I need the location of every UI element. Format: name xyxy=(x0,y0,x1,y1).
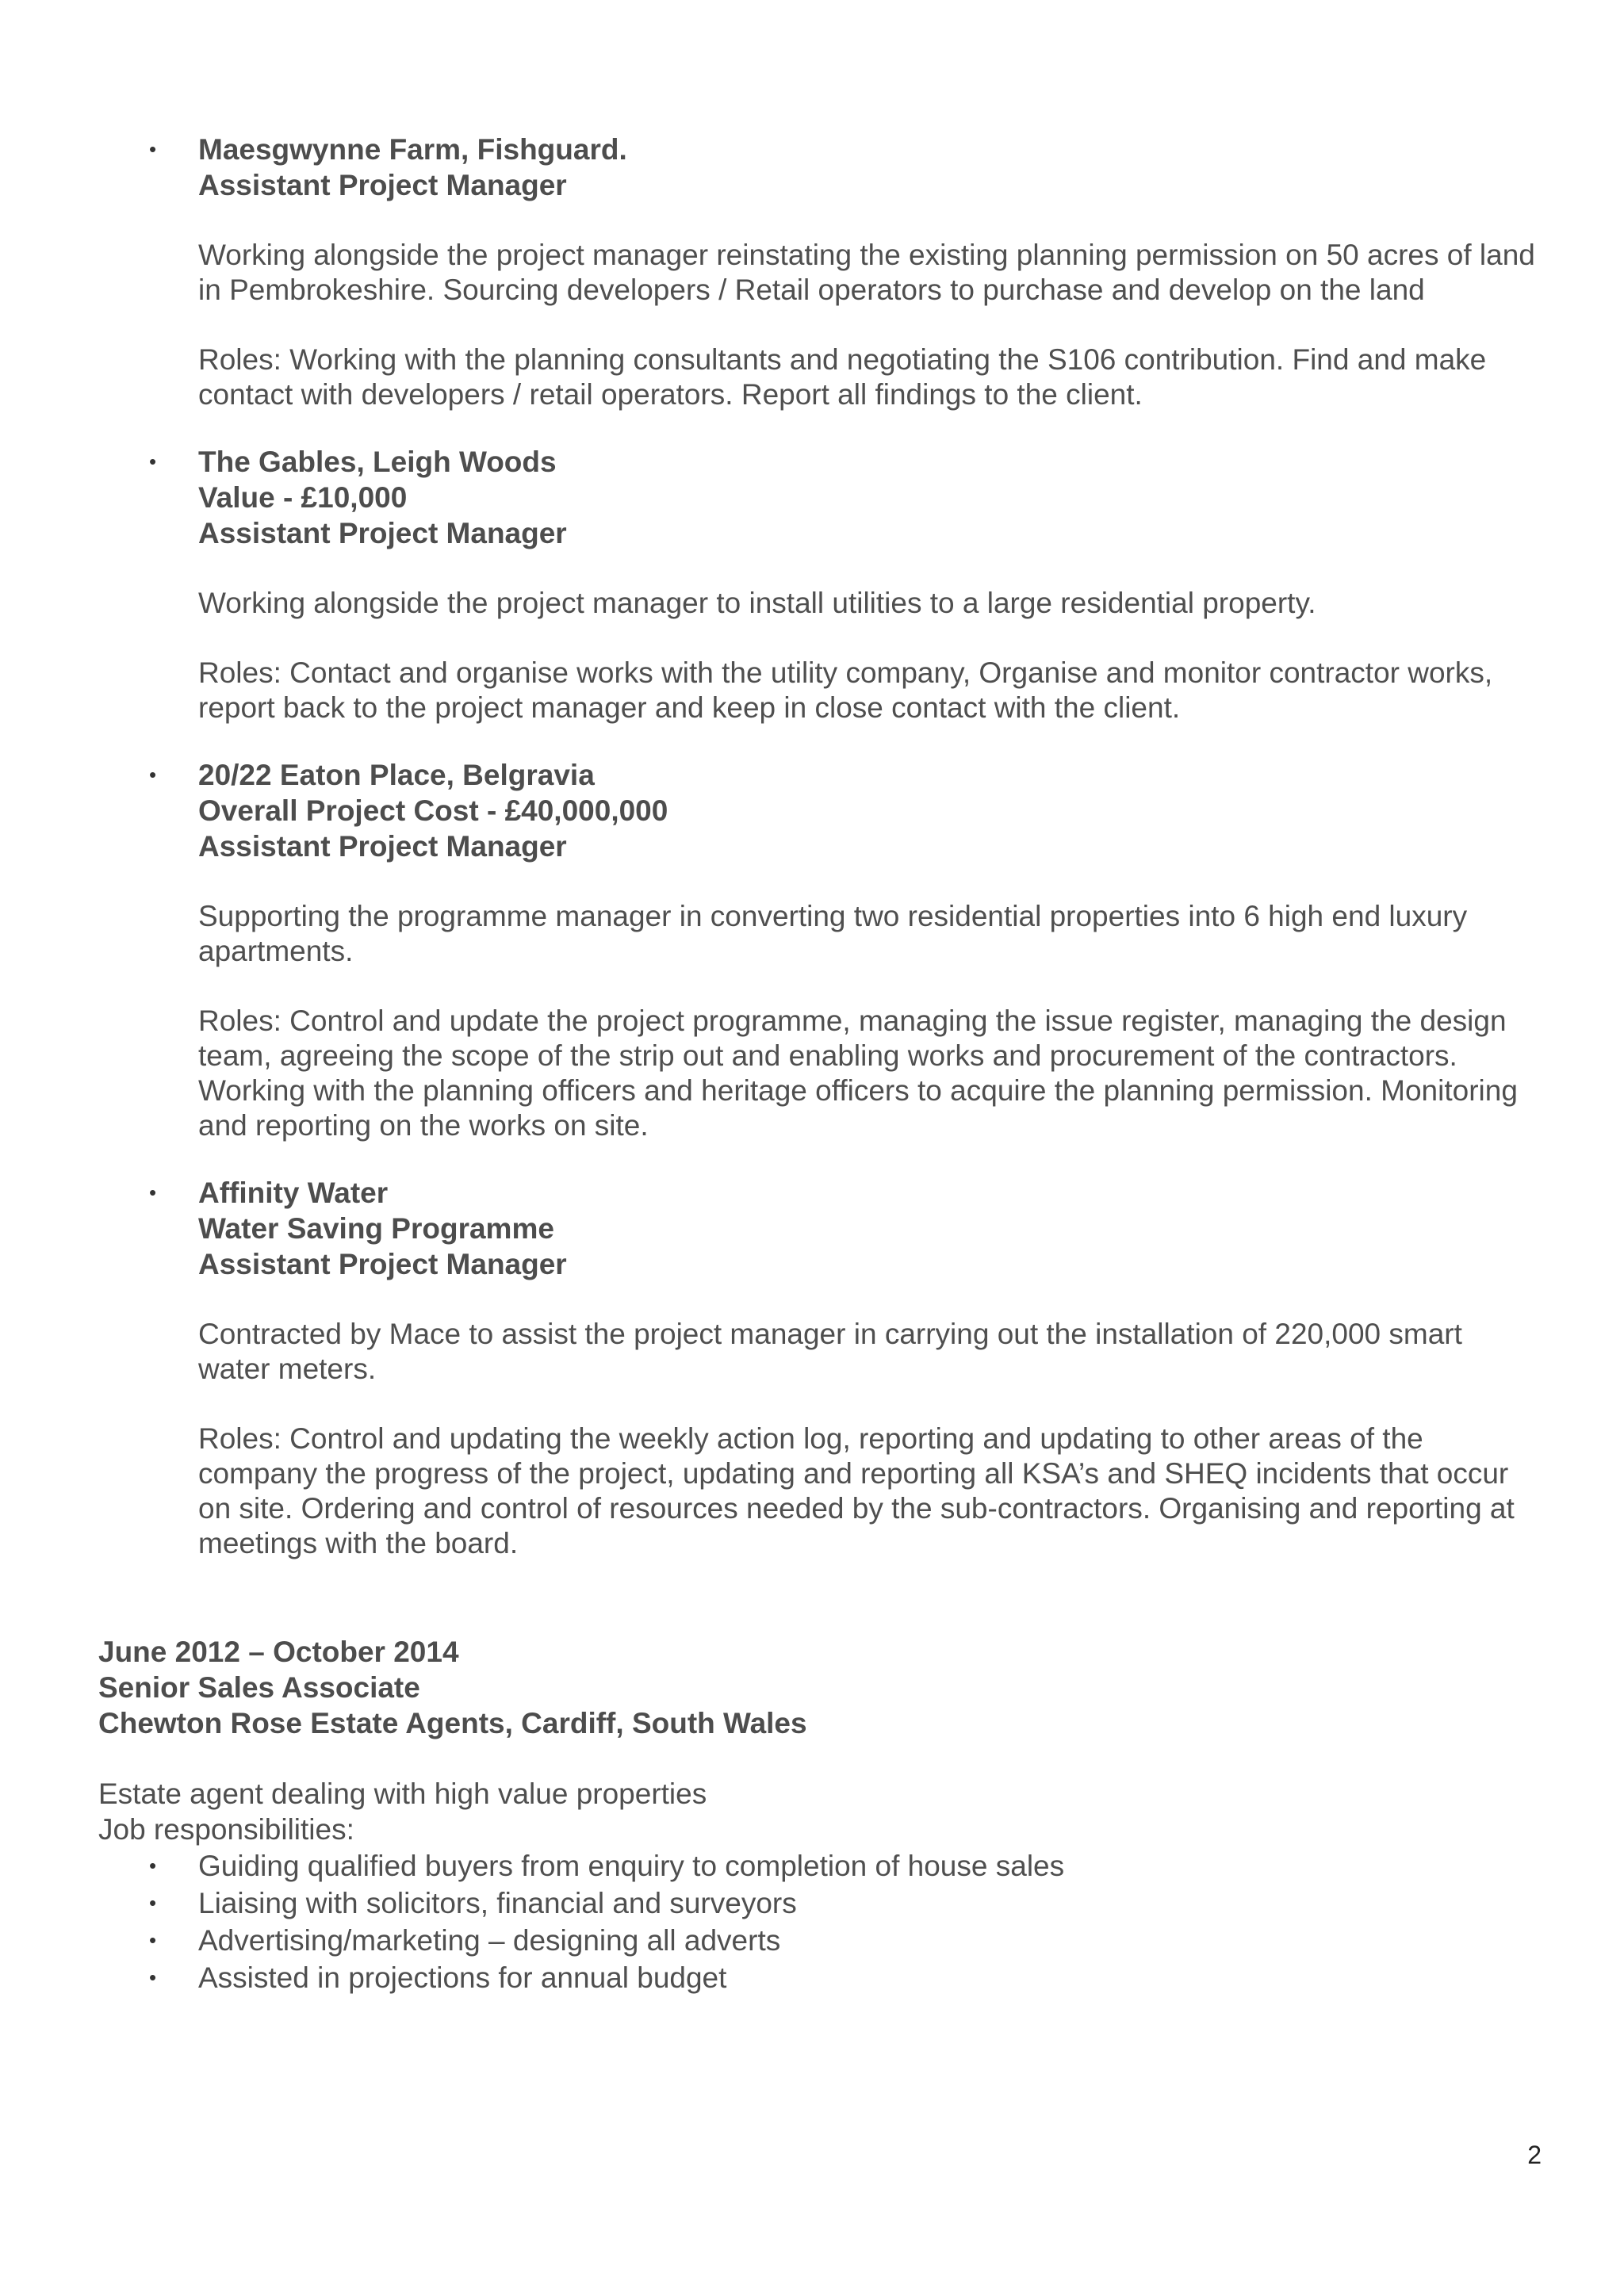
project-roles: Roles: Working with the planning consultants and negotiating the S106 contribution. Find and make contact with developers / retail operators. Report all findings to the client. xyxy=(198,343,1487,411)
project-cost: Overall Project Cost - £40,000,000 xyxy=(198,794,668,827)
project-role: Assistant Project Manager xyxy=(198,830,567,863)
project-roles: Roles: Control and update the project programme, managing the issue register, managing the design team, agreeing the scope of the strip out and enabling works and procurement of the contractors. Working with the planning officers and heritage officers to acquire the planning permission. Monitoring and reporting on the works on site. xyxy=(198,1004,1518,1142)
project-entry xyxy=(98,132,1542,412)
page-content xyxy=(98,132,1542,1996)
bullet-icon: • xyxy=(149,1181,157,1204)
project-roles: Roles: Contact and organise works with the utility company, Organise and monitor contractor works, report back to the project manager and keep in close contact with the client. xyxy=(198,656,1493,724)
job-dates: June 2012 – October 2014 xyxy=(98,1636,459,1668)
job-company: Chewton Rose Estate Agents, Cardiff, South Wales xyxy=(98,1707,807,1739)
page-number: 2 xyxy=(1527,2141,1542,2169)
project-entry xyxy=(98,1175,1542,1561)
responsibility-text: Liaising with solicitors, financial and surveyors xyxy=(198,1887,797,1919)
project-description: Contracted by Mace to assist the project manager in carrying out the installation of 220,000 smart water meters. xyxy=(198,1318,1462,1385)
bullet-icon: • xyxy=(149,450,157,473)
project-title: 20/22 Eaton Place, Belgravia xyxy=(198,759,595,791)
list-item xyxy=(98,1959,1542,1996)
project-description: Supporting the programme manager in converting two residential properties into 6 high end luxury apartments. xyxy=(198,900,1468,967)
project-role: Assistant Project Manager xyxy=(198,169,567,201)
job-entry xyxy=(98,1634,1542,1996)
bullet-icon: • xyxy=(149,1928,157,1952)
project-entry xyxy=(98,757,1542,1143)
list-item xyxy=(98,1847,1542,1885)
responsibilities-list xyxy=(98,1847,1542,1996)
job-position: Senior Sales Associate xyxy=(98,1671,420,1704)
job-description xyxy=(98,1776,1542,1996)
project-role: Assistant Project Manager xyxy=(198,1248,567,1280)
job-summary: Estate agent dealing with high value properties xyxy=(98,1777,707,1810)
project-role: Assistant Project Manager xyxy=(198,517,567,549)
responsibility-text: Guiding qualified buyers from enquiry to completion of house sales xyxy=(198,1850,1065,1882)
project-title: Affinity Water xyxy=(198,1177,389,1209)
project-programme: Water Saving Programme xyxy=(198,1212,554,1245)
bullet-icon: • xyxy=(149,1965,157,1989)
project-title: The Gables, Leigh Woods xyxy=(198,446,557,478)
job-responsibilities-label: Job responsibilities: xyxy=(98,1813,354,1846)
project-title: Maesgwynne Farm, Fishguard. xyxy=(198,133,627,166)
bullet-icon: • xyxy=(149,1854,157,1877)
project-value: Value - £10,000 xyxy=(198,481,408,514)
responsibility-text: Assisted in projections for annual budget xyxy=(198,1961,727,1994)
list-item xyxy=(98,1922,1542,1959)
bullet-icon: • xyxy=(149,763,157,786)
responsibility-text: Advertising/marketing – designing all adverts xyxy=(198,1924,781,1957)
project-entry xyxy=(98,444,1542,725)
bullet-icon: • xyxy=(149,1891,157,1915)
bullet-icon: • xyxy=(149,137,157,161)
project-description: Working alongside the project manager to install utilities to a large residential property. xyxy=(198,587,1316,619)
project-description: Working alongside the project manager reinstating the existing planning permission on 50 acres of land in Pembrokeshire. Sourcing developers / Retail operators to purchase and develop on the land xyxy=(198,239,1535,306)
list-item xyxy=(98,1885,1542,1922)
project-roles: Roles: Control and updating the weekly action log, reporting and updating to other areas of the company the progress of the project, updating and reporting all KSA’s and SHEQ incidents that occur on site. Ordering and control of resources needed by the sub-contractors. Organising and reporting at meetings with the board. xyxy=(198,1422,1515,1559)
